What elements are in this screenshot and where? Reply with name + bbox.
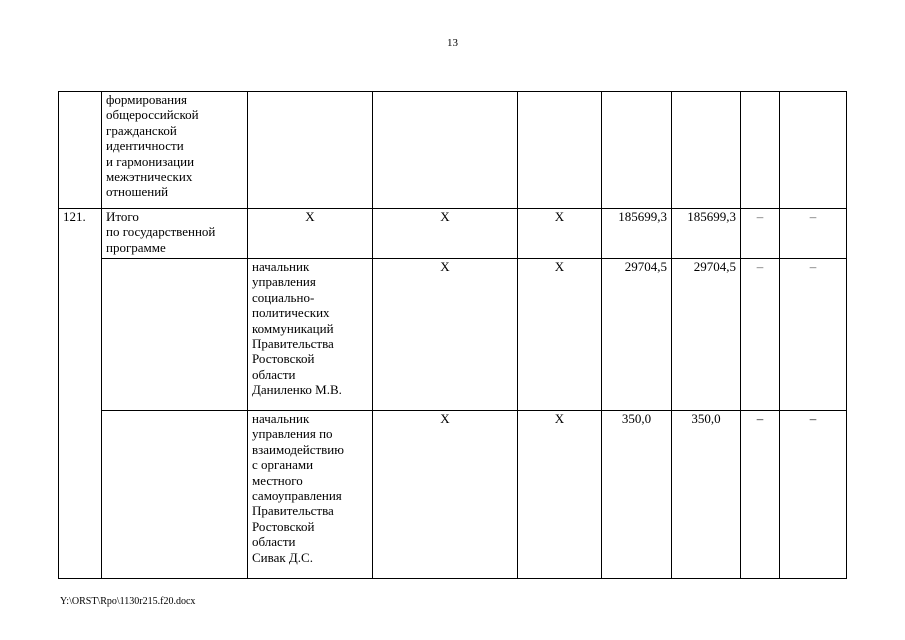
value-cell: Х (373, 209, 518, 259)
value-cell: – (780, 259, 847, 411)
value-cell: 29704,5 (602, 259, 672, 411)
value-cell: 185699,3 (602, 209, 672, 259)
value-cell: 29704,5 (672, 259, 741, 411)
value-cell: – (741, 411, 780, 579)
file-path-footer: Y:\ORST\Rpo\1130r215.f20.docx (60, 596, 196, 607)
value-cell (518, 92, 602, 209)
page-number: 13 (447, 37, 458, 49)
name-cell (102, 259, 248, 411)
name-cell (102, 411, 248, 579)
table-row (59, 209, 847, 259)
value-cell: Х (518, 209, 602, 259)
table-row (59, 411, 847, 579)
value-cell: 185699,3 (672, 209, 741, 259)
value-cell: – (780, 209, 847, 259)
name-cell: формирования общероссийской гражданской идентичности и гармонизации межэтнических отношений (102, 92, 248, 209)
program-table (58, 91, 847, 579)
value-cell: Х (518, 259, 602, 411)
row-number-cell (59, 92, 102, 209)
executor-cell: Х (248, 209, 373, 259)
value-cell (602, 92, 672, 209)
value-cell: 350,0 (672, 411, 741, 579)
value-cell (741, 92, 780, 209)
value-cell: Х (518, 411, 602, 579)
value-cell: – (741, 259, 780, 411)
executor-cell: начальник управления социально- политических коммуникаций Правительства Ростовской области Даниленко М.В. (248, 259, 373, 411)
executor-cell: начальник управления по взаимодействию с органами местного самоуправления Правительства Ростовской области Сивак Д.С. (248, 411, 373, 579)
value-cell: 350,0 (602, 411, 672, 579)
row-number-cell: 121. (59, 209, 102, 579)
table-row (59, 92, 847, 209)
value-cell (780, 92, 847, 209)
value-cell: – (741, 209, 780, 259)
value-cell: – (780, 411, 847, 579)
executor-cell (248, 92, 373, 209)
value-cell (672, 92, 741, 209)
value-cell: Х (373, 411, 518, 579)
value-cell: Х (373, 259, 518, 411)
value-cell (373, 92, 518, 209)
table-row (59, 259, 847, 411)
name-cell: Итого по государственной программе (102, 209, 248, 259)
